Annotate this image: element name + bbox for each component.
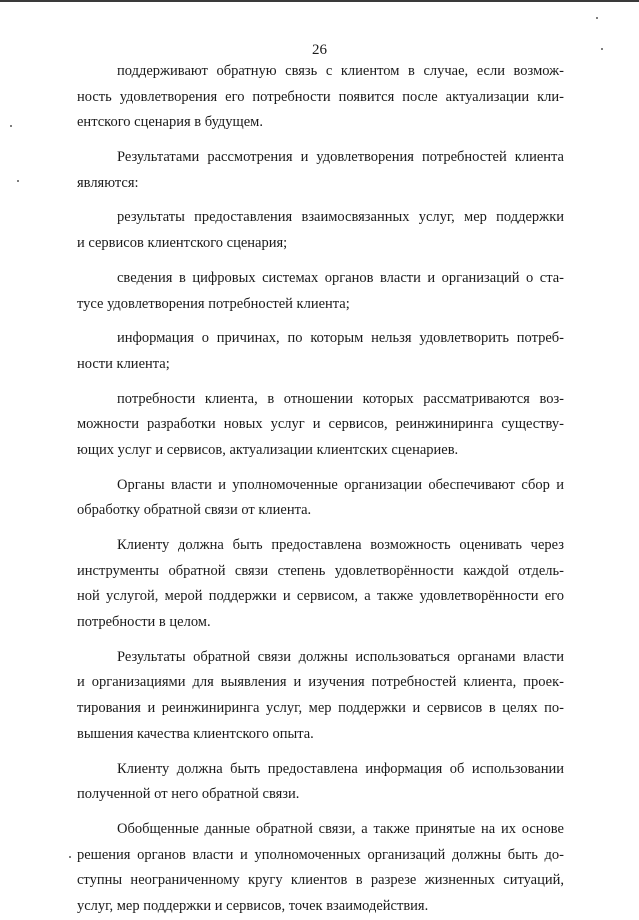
scan-speck xyxy=(601,48,603,50)
paragraph-gap xyxy=(77,317,564,326)
paragraph-gap xyxy=(77,748,564,757)
paragraph xyxy=(77,266,564,317)
text-line: инструменты обратной связи степень удовлетворённости каждой отдель- xyxy=(77,562,564,579)
paragraph xyxy=(77,533,564,636)
paragraph-gap xyxy=(77,257,564,266)
text-line: потребности клиента, в отношении которых рассматриваются воз- xyxy=(117,390,564,407)
text-line: и организациями для выявления и изучения потребностей клиента, проек- xyxy=(77,674,564,691)
text-line: Органы власти и уполномоченные организации обеспечивают сбор и xyxy=(117,476,564,493)
paragraph xyxy=(77,205,564,256)
paragraph-gap xyxy=(77,636,564,645)
paragraph xyxy=(77,387,564,464)
paragraph xyxy=(77,326,564,377)
paragraph-gap xyxy=(77,524,564,533)
text-line: Клиенту должна быть предоставлена возможность оценивать через xyxy=(117,537,564,553)
text-line: Обобщенные данные обратной связи, а также принятые на их основе xyxy=(117,820,564,837)
scan-speck xyxy=(596,17,598,19)
document-body xyxy=(77,59,564,920)
text-line: решения органов власти и уполномоченных организаций должны быть до- xyxy=(77,846,564,863)
text-line: поддерживают обратную связь с клиентом в случае, если возмож- xyxy=(117,63,564,79)
scan-speck xyxy=(17,180,19,182)
text-line: Клиенту должна быть предоставлена информация об использовании xyxy=(117,760,564,777)
text-line: потребности в целом. xyxy=(77,614,211,631)
paragraph xyxy=(77,645,564,748)
paragraph xyxy=(77,59,564,136)
page-number: 26 xyxy=(312,42,327,58)
paragraph-gap xyxy=(77,196,564,205)
text-line: ность удовлетворения его потребности появится после актуализации кли- xyxy=(77,88,564,105)
text-line: обработку обратной связи от клиента. xyxy=(77,502,312,519)
text-line: тусе удовлетворения потребностей клиента; xyxy=(77,295,350,312)
text-line: ступны неограниченному кругу клиентов в разрезе жизненных ситуаций, xyxy=(77,872,564,889)
text-line: тирования и реинжиниринга услуг, мер поддержки и сервисов в целях по- xyxy=(77,700,564,717)
text-line: Результаты обратной связи должны использоваться органами власти xyxy=(117,648,564,665)
scan-speck xyxy=(69,856,71,858)
paragraph-gap xyxy=(77,464,564,473)
page-top-border xyxy=(0,0,639,2)
text-line: ентского сценария в будущем. xyxy=(77,114,263,131)
text-line: Результатами рассмотрения и удовлетворения потребностей клиента xyxy=(117,149,564,166)
paragraph xyxy=(77,757,564,808)
text-line: сведения в цифровых системах органов власти и организаций о ста- xyxy=(117,269,564,286)
paragraph-gap xyxy=(77,378,564,387)
text-line: ной услугой, мерой поддержки и сервисом, а также удовлетворённости его xyxy=(77,588,564,605)
paragraph xyxy=(77,473,564,524)
text-line: ности клиента; xyxy=(77,355,170,372)
text-line: являются: xyxy=(77,174,139,191)
text-line: услуг, мер поддержки и сервисов, точек взаимодействия. xyxy=(77,897,429,914)
text-line: результаты предоставления взаимосвязанных услуг, мер поддержки xyxy=(117,209,564,226)
paragraph xyxy=(77,817,564,920)
paragraph-gap xyxy=(77,136,564,145)
text-line: можности разработки новых услуг и сервисов, реинжиниринга существу- xyxy=(77,416,564,433)
text-line: полученной от него обратной связи. xyxy=(77,786,300,803)
text-line: вышения качества клиентского опыта. xyxy=(77,725,314,742)
paragraph-gap xyxy=(77,808,564,817)
text-line: и сервисов клиентского сценария; xyxy=(77,235,288,252)
paragraph xyxy=(77,145,564,196)
text-line: ющих услуг и сервисов, актуализации клиентских сценариев. xyxy=(77,441,459,458)
scan-speck xyxy=(10,125,12,127)
text-line: информация о причинах, по которым нельзя удовлетворить потреб- xyxy=(117,330,564,347)
